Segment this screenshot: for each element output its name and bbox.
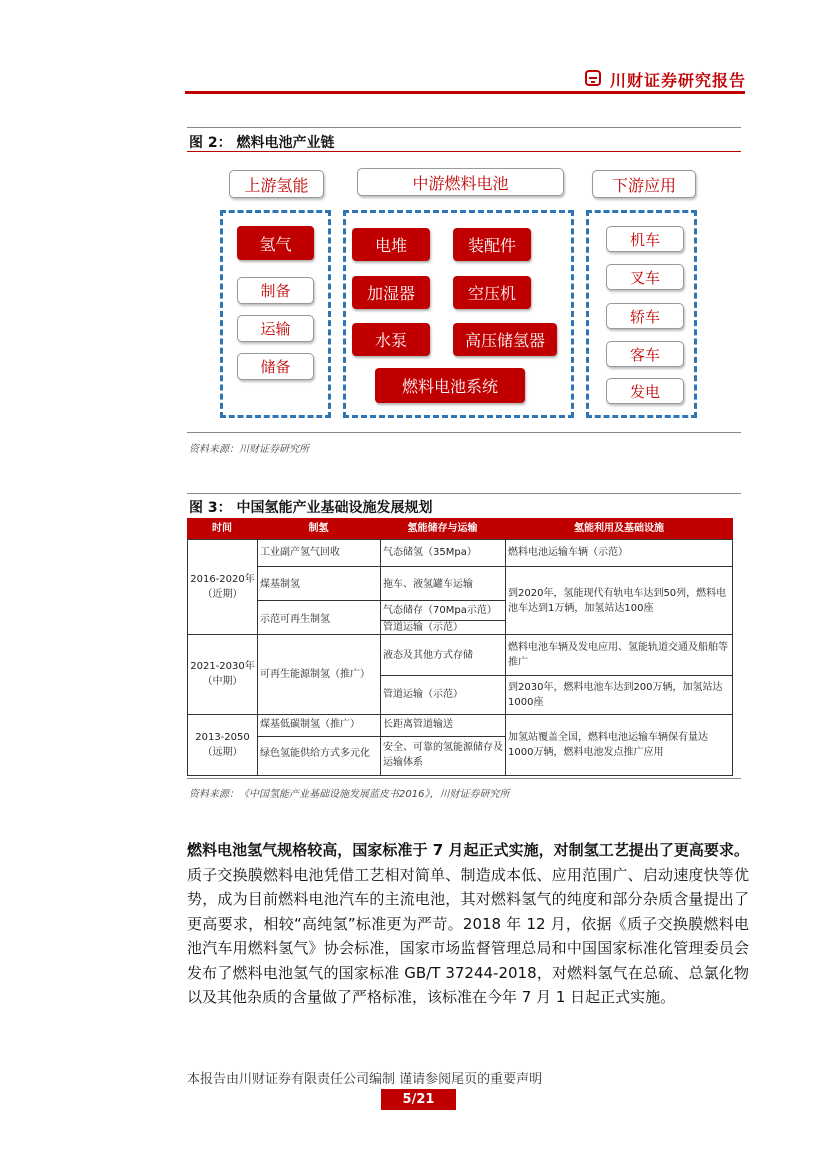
downstream-item: 机车 xyxy=(606,226,684,252)
upstream-item: 运输 xyxy=(237,315,314,342)
table-cell-time: 2013-2050（远期） xyxy=(195,732,250,758)
body-paragraph xyxy=(187,838,749,1010)
column-header: 时间 xyxy=(212,523,232,534)
downstream-item: 轿车 xyxy=(606,303,684,329)
column-header: 氢能利用及基础设施 xyxy=(574,523,664,534)
table-cell: 可再生能源制氢（推广） xyxy=(260,669,370,680)
table-cell: 拖车、液氢罐车运输 xyxy=(383,579,473,590)
table-cell-time: 2016-2020年（近期） xyxy=(190,574,255,600)
brand-logo-icon xyxy=(585,70,601,86)
table-cell: 到2030年，燃料电池车达到200万辆，加氢站达1000座 xyxy=(508,682,723,708)
midstream-system: 燃料电池系统 xyxy=(375,368,525,403)
footer-disclaimer: 本报告由川财证券有限责任公司编制 谨请参阅尾页的重要声明 xyxy=(187,1072,543,1087)
table-cell: 工业副产氢气回收 xyxy=(260,547,340,558)
column-header: 制氢 xyxy=(308,523,329,534)
upstream-label: 上游氢能 xyxy=(229,170,324,198)
figure2-title-rule xyxy=(187,151,741,152)
figure2-top-rule xyxy=(187,127,741,128)
table-cell: 长距离管道输送 xyxy=(383,719,453,730)
column-header: 氢能储存与运输 xyxy=(407,523,478,534)
upstream-hydrogen: 氢气 xyxy=(237,226,314,260)
header-brand: 川财证券研究报告 xyxy=(610,71,747,90)
table-cell: 气态储存（70Mpa示范） xyxy=(383,605,497,616)
figure3-source: 资料来源：《中国氢能产业基础设施发展蓝皮书2016》，川财证券研究所 xyxy=(189,789,510,800)
table-cell: 安全、可靠的氢能源储存及运输体系 xyxy=(383,742,503,768)
midstream-label: 中游燃料电池 xyxy=(357,168,564,196)
table-cell: 绿色氢能供给方式多元化 xyxy=(260,748,370,759)
downstream-item: 叉车 xyxy=(606,264,684,290)
downstream-label: 下游应用 xyxy=(592,170,696,198)
table-cell: 管道运输（示范） xyxy=(383,622,463,633)
table-cell: 燃料电池车辆及发电应用、氢能轨道交通及船舶等推广 xyxy=(508,642,728,668)
midstream-item: 装配件 xyxy=(453,228,531,261)
midstream-item: 电堆 xyxy=(352,228,430,261)
upstream-item: 储备 xyxy=(237,353,314,380)
table-cell: 到2020年，氢能现代有轨电车达到50列，燃料电池车达到1万辆，加氢站达100座 xyxy=(508,588,727,614)
downstream-item: 发电 xyxy=(606,378,684,404)
table-header-row xyxy=(187,518,733,539)
table-cell: 管道运输（示范） xyxy=(383,689,463,700)
figure3-title: 图 3： 中国氢能产业基础设施发展规划 xyxy=(189,500,433,516)
paragraph-text: 质子交换膜燃料电池凭借工艺相对简单、制造成本低、应用范围广、启动速度快等优势，成为目前燃料电池汽车的主流电池，其对燃料氢气的纯度和部分杂质含量提出了更高要求，相较“高纯氢”标准更为严苛。2018 年 12 月，依据《质子交换膜燃料电池汽车用燃料氢气》协会标准，国家市场监督管理总局和中国国家标准化管理委员会发布了燃料电池氢气的国家标准 GB/T 37244-2018，对燃料氢气在总硫、总氯化物以及其他杂质的含量做了严格标准，该标准在今年 7 月 1 日起正式实施。 xyxy=(187,865,749,1006)
table-cell: 燃料电池运输车辆（示范） xyxy=(508,547,628,558)
downstream-item: 客车 xyxy=(606,341,684,367)
midstream-item: 水泵 xyxy=(352,323,430,356)
table-cell: 加氢站覆盖全国，燃料电池运输车辆保有量达1000万辆，燃料电池发点推广应用 xyxy=(508,732,708,758)
table-cell: 气态储氢（35Mpa） xyxy=(383,547,477,558)
figure3-top-rule xyxy=(187,493,741,494)
page-number: 5/21 xyxy=(381,1089,456,1110)
midstream-item: 空压机 xyxy=(453,276,531,309)
header-rule xyxy=(185,91,745,94)
table-cell: 液态及其他方式存储 xyxy=(383,650,473,661)
table-cell: 示范可再生制氢 xyxy=(260,614,330,625)
upstream-item: 制备 xyxy=(237,277,314,304)
figure2-source: 资料来源：川财证券研究所 xyxy=(189,444,309,455)
paragraph-lead: 燃料电池氢气规格较高，国家标准于 7 月起正式实施，对制氢工艺提出了更高要求。 xyxy=(187,841,749,859)
figure2-bottom-rule xyxy=(187,432,741,433)
midstream-item: 加湿器 xyxy=(352,276,430,309)
figure3-bottom-rule xyxy=(187,778,741,779)
table-cell: 煤基低碳制氢（推广） xyxy=(260,719,360,730)
figure2-title: 图 2： 燃料电池产业链 xyxy=(189,135,335,151)
table-cell-time: 2021-2030年（中期） xyxy=(190,661,255,687)
table-cell: 煤基制氢 xyxy=(260,579,300,590)
midstream-item: 高压储氢器 xyxy=(453,323,557,356)
